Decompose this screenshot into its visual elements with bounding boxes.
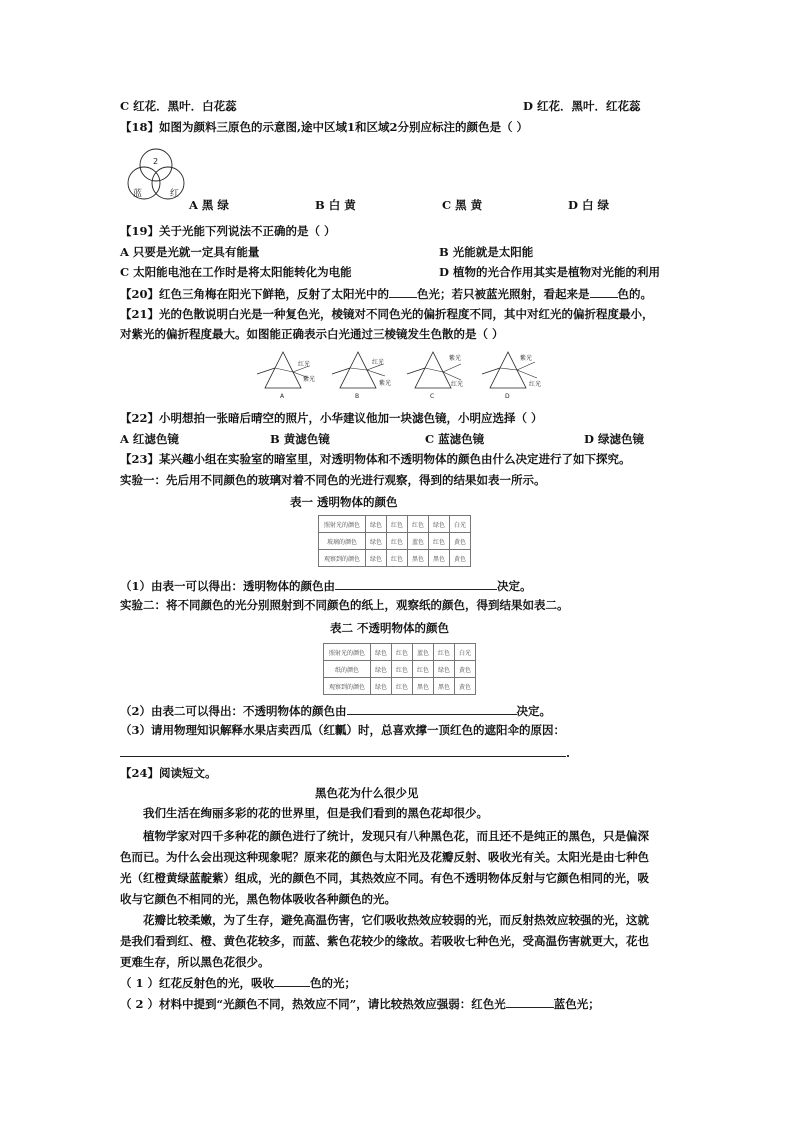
- color-mixing-venn-figure: [120, 140, 200, 210]
- prism-figure-c: [407, 352, 463, 400]
- passage-p3-line-1: 花瓣比较柔嫩，为了生存，避免高温伤害，它们吸收热效应较弱的光，而反射热效应较强的光，这就: [143, 913, 649, 927]
- q24-sub-1-c: 色的光；: [310, 976, 357, 990]
- venn-region-2-label: 2: [153, 157, 159, 166]
- q24-sub-1: [120, 975, 356, 991]
- table-cell: 黑色: [413, 678, 434, 695]
- q23-sub-2-end: 决定。: [516, 704, 551, 718]
- prism-a-letter: A: [280, 393, 285, 400]
- table-cell: 绿色: [371, 661, 392, 678]
- table-cell: 绿色: [429, 516, 450, 533]
- q22-option-c: C 蓝滤色镜: [425, 432, 485, 446]
- table-row: [324, 678, 476, 695]
- q20-line: [120, 286, 652, 302]
- table-row: [324, 644, 476, 661]
- passage-p2-line-2: 色而已。为什么会出现这种现象呢？原来花的颜色与太阳光及花瓣反射、吸收光有关。太阳光是由七种色: [120, 850, 649, 864]
- table-cell: 观察到的颜色: [324, 678, 371, 695]
- table-cell: 黑色: [429, 550, 450, 567]
- table-cell: 红色: [392, 678, 413, 695]
- table-cell: 照射光的颜色: [319, 516, 366, 533]
- prism-a-bottom-label: 紫光: [303, 376, 316, 383]
- table-cell: 黑色: [434, 678, 455, 695]
- prism-dispersion-figures: [255, 348, 555, 400]
- prism-d-letter: D: [505, 393, 510, 400]
- table-cell: 照射光的颜色: [324, 644, 371, 661]
- q23-sub-2-text: （2）由表二可以得出：不透明物体的颜色由: [120, 704, 347, 718]
- q17-option-d: D 红花．黑叶．红花蕊: [523, 99, 641, 113]
- venn-right-label: 红: [170, 189, 180, 199]
- table-cell: 观察到的颜色: [319, 550, 366, 567]
- q23-experiment-2: 实验二：将不同颜色的光分别照射到不同颜色的纸上，观察纸的颜色，得到结果如表二。: [120, 598, 569, 612]
- table-cell: 红色: [429, 533, 450, 550]
- q20-part1: 【20】红色三角梅在阳光下鲜艳，反射了太阳光中的: [120, 287, 390, 301]
- table-cell: 黄色: [450, 550, 471, 567]
- venn-circle-right: [152, 167, 184, 199]
- q24-sub-1-a: （ 1 ）红花反射: [120, 976, 206, 990]
- table-cell: 蓝色: [408, 533, 429, 550]
- passage-paragraph-1: 我们生活在绚丽多彩的花的世界里，但是我们看到的黑色花却很少。: [143, 806, 488, 820]
- table-cell: 黄色: [450, 533, 471, 550]
- table-cell: 红色: [392, 644, 413, 661]
- passage-p2-line-4: 收与它颜色不相同的光，黑色物体吸收各种颜色的光。: [120, 892, 396, 906]
- q23-sub-3: （3）请用物理知识解释水果店卖西瓜（红瓤）时，总喜欢撑一顶红色的遮阳伞的原因：: [120, 723, 565, 737]
- q23-stem: 【23】某兴趣小组在实验室的暗室里，对透明物体和不透明物体的颜色由什么决定进行了如下探究。: [120, 452, 631, 466]
- q20-blank-1[interactable]: [389, 286, 417, 298]
- passage-p3-line-3: 更难生存，所以黑色花很少。: [120, 955, 270, 969]
- q23-sub-2: [120, 703, 551, 719]
- q19-option-d: D 植物的光合作用其实是植物对光能的利用: [439, 265, 660, 279]
- q23-sub-1-end: 决定。: [497, 579, 532, 593]
- prism-figure-a: [257, 352, 315, 400]
- prism-figure-b: [332, 352, 391, 400]
- table-cell: 红色: [387, 533, 408, 550]
- passage-p2-line-1: 植物学家对四千多种花的颜色进行了统计，发现只有八种黑色花，而且还不是纯正的黑色，只是偏深: [143, 829, 649, 843]
- q18-stem: 【18】如图为颜料三原色的示意图,途中区域1和区域2分别应标注的颜色是（ ）: [120, 120, 529, 134]
- table-cell: 绿色: [371, 678, 392, 695]
- q17-option-c: C 红花．黑叶．白花蕊: [120, 99, 237, 113]
- q22-stem: 【22】小明想拍一张暗后晴空的照片，小华建议他加一块滤色镜，小明应选择（ ）: [120, 411, 543, 425]
- venn-left-label: 蓝: [133, 189, 143, 199]
- q23-sub-3-answer: [120, 745, 570, 761]
- q23-sub-3-blank[interactable]: [120, 745, 566, 757]
- q19-option-a: A 只要是光就一定具有能量: [120, 245, 260, 259]
- q24-sub-2-a: （ 2 ）材料中提到“光颜色不同，热效应不同”，请比较热效应强弱：红色光: [120, 997, 506, 1011]
- prism-c-bottom-label: 红光: [451, 381, 464, 388]
- table-cell: 玻璃的颜色: [319, 533, 366, 550]
- prism-c-top-label: 紫光: [449, 355, 462, 362]
- q18-option-c: C 黑 黄: [442, 198, 483, 212]
- q24-stem: 【24】阅读短文。: [120, 766, 217, 780]
- table-cell: 绿色: [366, 533, 387, 550]
- table-cell: 红色: [387, 550, 408, 567]
- q19-stem: 【19】关于光能下列说法不正确的是（ ）: [120, 224, 336, 238]
- prism-b-letter: B: [355, 393, 360, 400]
- q23-sub-3-end: .: [566, 746, 571, 760]
- prism-c-letter: C: [430, 393, 435, 400]
- passage-title: 黑色花为什么很少见: [315, 786, 419, 800]
- table-2-caption: 表二 不透明物体的颜色: [330, 621, 450, 635]
- q24-sub-2-b: 蓝色光；: [553, 997, 600, 1011]
- table-cell: 红色: [392, 661, 413, 678]
- table-cell: 红色: [387, 516, 408, 533]
- q23-sub-2-blank[interactable]: [347, 703, 517, 715]
- q24-sub-1-blank[interactable]: [274, 975, 310, 987]
- q24-sub-1-b: 色的光，吸收: [205, 976, 275, 990]
- q20-part2: 色光；若只被蓝光照射，看起来是: [417, 287, 590, 301]
- table-row: [319, 533, 471, 550]
- q22-option-b: B 黄滤色镜: [270, 432, 330, 446]
- table-cell: 黄色: [455, 678, 476, 695]
- q18-option-d: D 白 绿: [568, 198, 609, 212]
- q22-option-d: D 绿滤色镜: [584, 432, 644, 446]
- table-cell: 绿色: [366, 516, 387, 533]
- table-row: [319, 516, 471, 533]
- q18-option-a: A 黑 绿: [189, 198, 229, 212]
- q23-sub-1-text: （1）由表一可以得出：透明物体的颜色由: [120, 579, 335, 593]
- table-row: [319, 550, 471, 567]
- prism-figure-d: [482, 352, 541, 400]
- passage-p2-line-3: 光（红橙黄绿蓝靛紫）组成，光的颜色不同，其热效应不同。有色不透明物体反射与它颜色相同的光，吸: [120, 871, 649, 885]
- table-cell: 红色: [434, 644, 455, 661]
- q24-sub-2: [120, 996, 600, 1012]
- q20-blank-2[interactable]: [590, 286, 618, 298]
- table-2: [323, 643, 476, 695]
- q22-option-a: A 红滤色镜: [120, 432, 179, 446]
- q21-line-1: 【21】光的色散说明白光是一种复色光，棱镜对不同色光的偏折程度不同，其中对红光的偏折程度最小，: [120, 307, 654, 321]
- q21-line-2: 对紫光的偏折程度最大。如图能正确表示白光通过三棱镜发生色散的是（ ）: [120, 327, 504, 341]
- table-cell: 纸的颜色: [324, 661, 371, 678]
- q23-experiment-1: 实验一：先后用不同颜色的玻璃对着不同色的光进行观察，得到的结果如表一所示。: [120, 473, 546, 487]
- prism-d-top-label: 紫光: [520, 355, 533, 362]
- passage-p3-line-2: 是我们看到红、橙、黄色花较多，而蓝、紫色花较少的缘故。若吸收七种色光，受高温伤害就更大，花也: [120, 934, 649, 948]
- table-cell: 绿色: [434, 661, 455, 678]
- prism-b-bottom-label: 紫光: [379, 380, 392, 387]
- q23-sub-1: [120, 578, 532, 594]
- q18-option-b: B 白 黄: [315, 198, 356, 212]
- table-cell: 蓝色: [413, 644, 434, 661]
- table-cell: 白光: [455, 644, 476, 661]
- prism-a-top-label: 红光: [298, 361, 311, 368]
- q20-part3: 色的。: [617, 287, 653, 301]
- table-cell: 红色: [413, 661, 434, 678]
- q24-sub-2-blank[interactable]: [506, 996, 554, 1008]
- table-cell: 白光: [450, 516, 471, 533]
- table-row: [324, 661, 476, 678]
- q19-option-c: C 太阳能电池在工作时是将太阳能转化为电能: [120, 265, 352, 279]
- q19-option-b: B 光能就是太阳能: [439, 245, 534, 259]
- prism-b-top-label: 红光: [372, 359, 385, 366]
- table-cell: 绿色: [366, 550, 387, 567]
- table-cell: 绿色: [371, 644, 392, 661]
- table-cell: 黑色: [408, 550, 429, 567]
- prism-d-bottom-label: 红光: [529, 381, 542, 388]
- q23-sub-1-blank[interactable]: [335, 578, 497, 590]
- table-cell: 黄色: [455, 661, 476, 678]
- table-1: [318, 515, 471, 567]
- table-cell: 红色: [408, 516, 429, 533]
- table-1-caption: 表一 透明物体的颜色: [290, 495, 398, 509]
